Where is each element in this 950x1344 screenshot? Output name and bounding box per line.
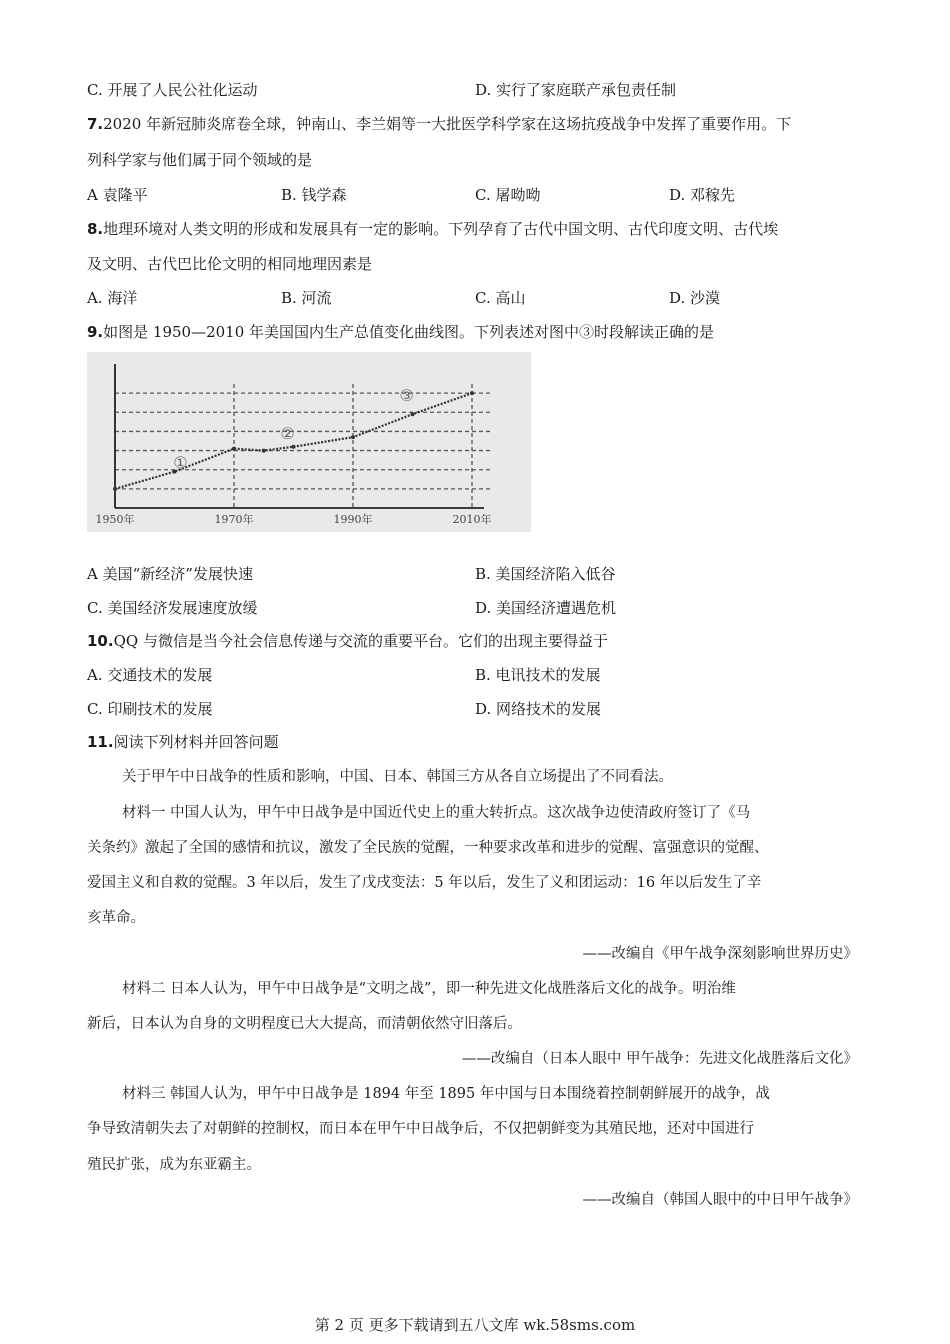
gdp-data-point <box>411 412 415 416</box>
q11-material1-line4: 亥革命。 <box>87 910 145 926</box>
x-tick-label: 1990年 <box>333 513 373 526</box>
q9-stem-text: 如图是 1950—2010 年美国国内生产总值变化曲线图。下列表述对图中③时段解读正确的是 <box>103 323 715 341</box>
period-marker: ③ <box>399 385 414 405</box>
gdp-data-point <box>113 487 117 491</box>
gdp-data-point <box>232 447 236 451</box>
q11-material1-line3: 爱国主义和自救的觉醒。3 年以后，发生了戊戌变法：5 年以后，发生了义和团运动：16 年以后发生了辛 <box>87 875 762 891</box>
q11-material3-source: ——改编自（韩国人眼中的中日甲午战争》 <box>582 1192 858 1208</box>
q11-intro: 关于甲午中日战争的性质和影响，中国、日本、韩国三方从各自立场提出了不同看法。 <box>122 769 673 785</box>
q11-stem-line1 <box>87 732 279 752</box>
gdp-line-chart <box>87 352 531 532</box>
q8-option-a: A. 海洋 <box>87 289 138 307</box>
q7-number: 7. <box>87 115 104 133</box>
q10-option-a: A. 交通技术的发展 <box>87 666 213 684</box>
q9-option-b: B. 美国经济陷入低谷 <box>475 565 616 583</box>
gdp-data-point <box>470 391 474 395</box>
q11-material1-line2: 关条约》激起了全国的感情和抗议，激发了全民族的觉醒，一种要求改革和进步的觉醒、富强意识的觉醒、 <box>87 840 769 856</box>
q9-option-d: D. 美国经济遭遇危机 <box>475 599 617 617</box>
q11-material1-line1: 材料一 中国人认为，甲午中日战争是中国近代史上的重大转折点。这次战争边使清政府签订了《马 <box>122 805 751 821</box>
q8-stem-text: 地理环境对人类文明的形成和发展具有一定的影响。下列孕育了古代中国文明、古代印度文明、古代埃 <box>103 220 779 238</box>
q9-stem-line1 <box>87 322 714 342</box>
q7-stem-line1 <box>87 114 791 134</box>
x-tick-label: 1950年 <box>95 513 135 526</box>
q10-stem-text: QQ 与微信是当今社会信息传递与交流的重要平台。它们的出现主要得益于 <box>113 632 608 650</box>
q10-option-d: D. 网络技术的发展 <box>475 700 602 718</box>
q10-option-b: B. 电讯技术的发展 <box>475 666 601 684</box>
q8-option-d: D. 沙漠 <box>669 289 721 307</box>
q10-number: 10. <box>87 632 114 650</box>
q6-option-d: D. 实行了家庭联产承包责任制 <box>475 81 677 99</box>
q8-stem-line2: 及文明、古代巴比伦文明的相同地理因素是 <box>87 255 373 273</box>
gdp-data-point <box>292 445 296 449</box>
page-footer: 第 2 页 更多下载请到五八文库 wk.58sms.com <box>314 1316 636 1334</box>
q10-stem-line1 <box>87 631 608 651</box>
q6-option-c: C. 开展了人民公社化运动 <box>87 81 258 99</box>
period-marker: ① <box>173 452 188 472</box>
q9-number: 9. <box>87 323 104 341</box>
q8-option-c: C. 高山 <box>475 289 526 307</box>
q11-material2-line2: 新后，日本认为自身的文明程度已大大提高，而清朝依然守旧落后。 <box>87 1016 522 1032</box>
q8-number: 8. <box>87 220 104 238</box>
q8-option-b: B. 河流 <box>281 289 332 307</box>
q11-material2-line1: 材料二 日本人认为，甲午中日战争是“文明之战”，即一种先进文化战胜落后文化的战争。明治维 <box>122 981 736 997</box>
gdp-chart-svg <box>87 352 531 532</box>
q11-material1-source: ——改编自《甲午战争深刻影响世界历史》 <box>582 946 858 962</box>
q7-option-c: C. 屠呦呦 <box>475 186 541 204</box>
q11-material2-source: ——改编自（日本人眼中 甲午战争：先进文化战胜落后文化》 <box>461 1051 858 1067</box>
period-marker: ② <box>280 424 295 444</box>
q7-stem-text: 2020 年新冠肺炎席卷全球，钟南山、李兰娟等一大批医学科学家在这场抗疫战争中发挥了重要作用。下 <box>103 115 792 133</box>
x-tick-label: 1970年 <box>214 513 254 526</box>
q11-stem-text: 阅读下列材料并回答问题 <box>113 733 279 751</box>
gdp-data-point <box>262 449 266 453</box>
q9-option-a: A 美国“新经济”发展快速 <box>87 565 253 583</box>
q7-option-d: D. 邓稼先 <box>669 186 736 204</box>
q7-option-b: B. 钱学森 <box>281 186 347 204</box>
q7-stem-line2: 列科学家与他们属于同个领域的是 <box>87 151 313 169</box>
q8-stem-line1 <box>87 219 778 239</box>
q11-material3-line2: 争导致清朝失去了对朝鲜的控制权，而日本在甲午中日战争后，不仅把朝鲜变为其殖民地，还对中国进行 <box>87 1121 754 1137</box>
q11-material3-line3: 殖民扩张，成为东亚霸主。 <box>87 1157 261 1173</box>
q11-material3-line1: 材料三 韩国人认为，甲午中日战争是 1894 年至 1895 年中国与日本围绕着控制朝鲜展开的战争，战 <box>122 1086 770 1102</box>
q11-number: 11. <box>87 733 114 751</box>
q10-option-c: C. 印刷技术的发展 <box>87 700 213 718</box>
x-tick-label: 2010年 <box>452 513 492 526</box>
q9-option-c: C. 美国经济发展速度放缓 <box>87 599 258 617</box>
q7-option-a: A 袁隆平 <box>87 186 148 204</box>
gdp-data-point <box>351 435 355 439</box>
